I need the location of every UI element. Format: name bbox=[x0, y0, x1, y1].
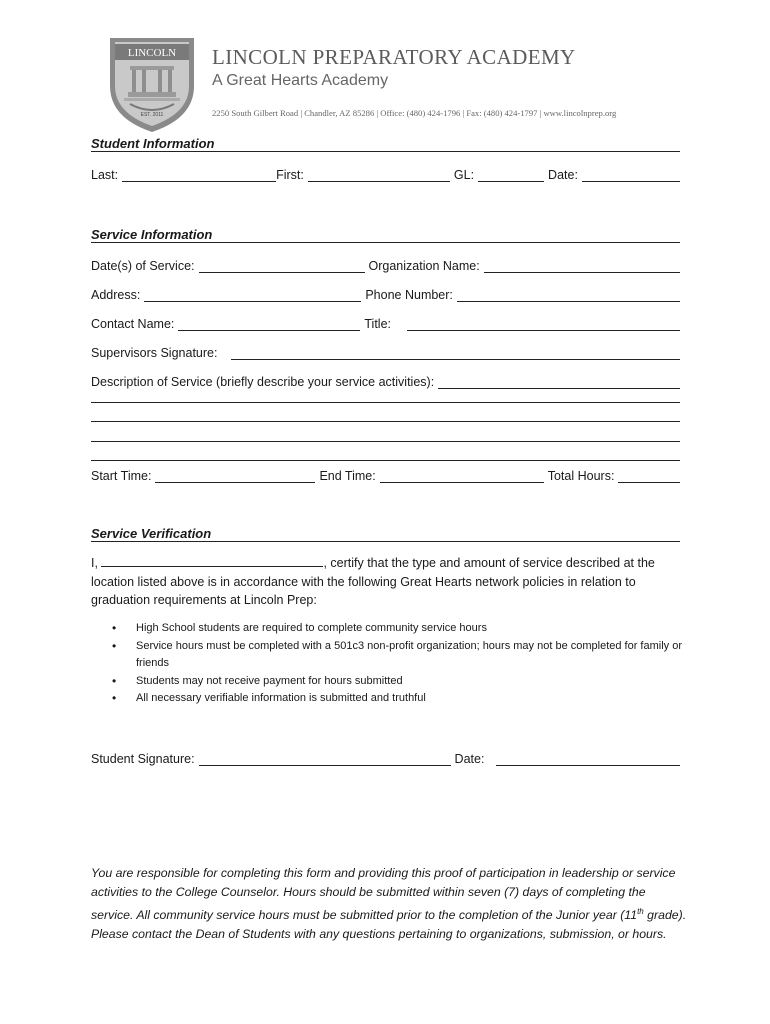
student-info-heading: Student Information bbox=[91, 134, 680, 152]
responsibility-note bbox=[91, 864, 691, 944]
certifier-name-field[interactable] bbox=[101, 554, 323, 567]
service-verification-heading: Service Verification bbox=[91, 524, 680, 542]
note-superscript: th bbox=[637, 907, 644, 916]
student-signature-field[interactable] bbox=[199, 752, 451, 766]
policy-item: • Service hours must be completed with a 501c3 non-profit organization; hours may not be completed for family or friends bbox=[112, 638, 682, 673]
description-line-2[interactable] bbox=[91, 421, 680, 422]
signature-date-label: Date: bbox=[454, 752, 485, 766]
organization-field[interactable] bbox=[484, 259, 680, 273]
contact-name-field[interactable] bbox=[178, 317, 360, 331]
svg-text:EST. 2011: EST. 2011 bbox=[140, 112, 164, 118]
policy-item: • Students may not receive payment for hours submitted bbox=[112, 673, 682, 691]
end-time-field[interactable] bbox=[380, 469, 544, 483]
address-label: Address: bbox=[91, 288, 141, 302]
signature-date-field[interactable] bbox=[496, 752, 680, 766]
description-line-3[interactable] bbox=[91, 441, 680, 442]
grade-level-label: GL: bbox=[453, 168, 475, 182]
description-row bbox=[91, 371, 680, 389]
phone-field[interactable] bbox=[457, 288, 680, 302]
description-field[interactable] bbox=[438, 375, 680, 389]
student-signature-row bbox=[91, 748, 680, 766]
supervisor-signature-field[interactable] bbox=[231, 346, 680, 360]
student-signature-label: Student Signature: bbox=[91, 752, 195, 766]
note-text-part2: grade). Please contact the Dean of Students with any questions pertaining to organizations, submission, or hours. bbox=[91, 908, 687, 942]
description-line-1[interactable] bbox=[91, 402, 680, 403]
contact-title-field[interactable] bbox=[407, 317, 680, 331]
student-date-label: Date: bbox=[548, 168, 578, 182]
school-contact-info: 2250 South Gilbert Road | Chandler, AZ 85286 | Office: (480) 424-1796 | Fax: (480) 424-1797 | www.lincolnprep.org bbox=[212, 108, 617, 118]
time-row bbox=[91, 465, 680, 483]
first-name-field[interactable] bbox=[308, 168, 450, 182]
last-name-label: Last: bbox=[91, 168, 119, 182]
school-crest-logo bbox=[102, 36, 202, 134]
student-info-row bbox=[91, 164, 680, 182]
svg-text:LINCOLN: LINCOLN bbox=[127, 47, 177, 59]
contact-title-label: Title: bbox=[364, 317, 391, 331]
start-time-label: Start Time: bbox=[91, 469, 152, 483]
school-tagline: A Great Hearts Academy bbox=[212, 72, 389, 89]
note-text-part1: You are responsible for completing this form and providing this proof of participation in leadership or service activities to the College Counselor. Hours should be submitted within seven (7) days of completing the service. All community service hours must be submitted prior to the completion of the Junior year (11 bbox=[91, 866, 676, 923]
last-name-field[interactable] bbox=[122, 168, 276, 182]
service-info-heading: Service Information bbox=[91, 225, 680, 243]
phone-label: Phone Number: bbox=[365, 288, 453, 302]
service-dates-field[interactable] bbox=[199, 259, 365, 273]
certification-text: , certify that the type and amount of service described at the location listed above is in accordance with the following Great Hearts network policies in relation to graduation requirements at Lincoln Prep: bbox=[91, 556, 655, 607]
service-dates-label: Date(s) of Service: bbox=[91, 259, 195, 273]
total-hours-label: Total Hours: bbox=[547, 469, 615, 483]
certification-prefix: I, bbox=[91, 556, 98, 570]
certification-statement bbox=[91, 554, 681, 610]
description-line-4[interactable] bbox=[91, 460, 680, 461]
supervisor-row bbox=[91, 342, 680, 360]
school-name: LINCOLN PREPARATORY ACADEMY bbox=[212, 45, 576, 69]
policy-list bbox=[112, 620, 682, 708]
address-field[interactable] bbox=[144, 288, 361, 302]
service-dates-row bbox=[91, 255, 680, 273]
address-row bbox=[91, 284, 680, 302]
description-label: Description of Service (briefly describe your service activities): bbox=[91, 375, 435, 389]
start-time-field[interactable] bbox=[155, 469, 315, 483]
total-hours-field[interactable] bbox=[618, 469, 680, 483]
supervisor-signature-label: Supervisors Signature: bbox=[91, 346, 218, 360]
contact-row bbox=[91, 313, 680, 331]
organization-label: Organization Name: bbox=[368, 259, 480, 273]
contact-name-label: Contact Name: bbox=[91, 317, 175, 331]
policy-item: • All necessary verifiable information is submitted and truthful bbox=[112, 690, 682, 708]
policy-item: • High School students are required to complete community service hours bbox=[112, 620, 682, 638]
end-time-label: End Time: bbox=[319, 469, 376, 483]
first-name-label: First: bbox=[276, 168, 304, 182]
student-date-field[interactable] bbox=[582, 168, 680, 182]
grade-level-field[interactable] bbox=[478, 168, 544, 182]
